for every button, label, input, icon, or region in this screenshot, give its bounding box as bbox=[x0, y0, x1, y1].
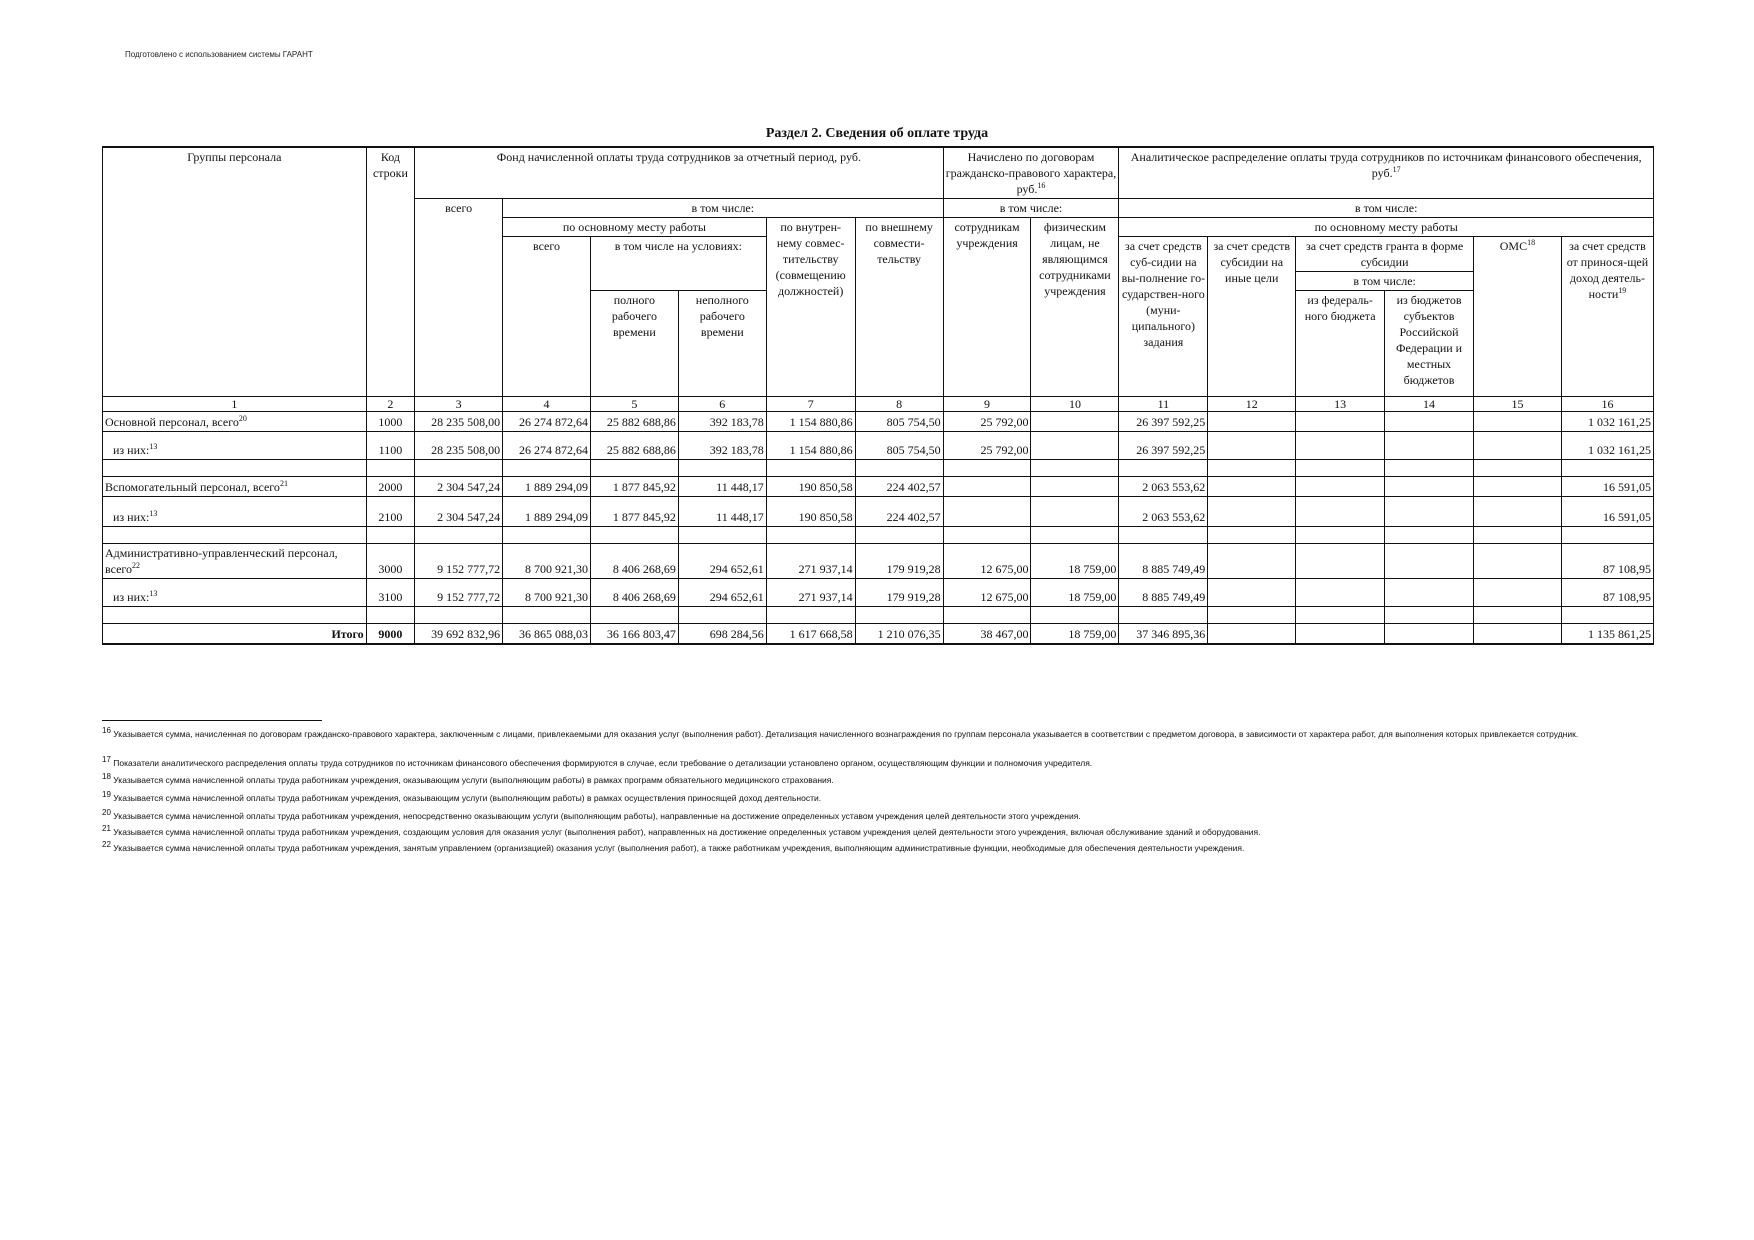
head-inner: по внутрен-нему совмес-тительству (совмещению должностей) bbox=[766, 218, 855, 397]
footnote-number: 17 bbox=[102, 755, 111, 765]
cell-value bbox=[1031, 412, 1119, 432]
total-code: 9000 bbox=[366, 624, 414, 644]
cell-value: 9 152 777,72 bbox=[415, 544, 503, 579]
footnote-text: Указывается сумма начисленной оплаты труда работникам учреждения, занятым управлением (организацией) оказания услуг (выполнения работ), а также работникам учреждения, выполняющим административные функции, необходимые для обеспечения деятельности учреждения. bbox=[113, 843, 1245, 853]
cell-value: 12 675,00 bbox=[943, 579, 1031, 607]
cell-value bbox=[1208, 544, 1296, 579]
empty-cell bbox=[1296, 460, 1385, 477]
cell-value bbox=[1474, 432, 1562, 460]
cell-value: 25 882 688,86 bbox=[590, 412, 678, 432]
empty-cell bbox=[366, 607, 414, 624]
section-title: Раздел 2. Сведения об оплате труда bbox=[765, 126, 989, 141]
table-row bbox=[103, 432, 1654, 460]
cell-value bbox=[1296, 579, 1385, 607]
cell-value: 16 591,05 bbox=[1561, 477, 1653, 497]
cell-value bbox=[1474, 497, 1562, 527]
empty-cell bbox=[103, 607, 367, 624]
head-part-time: неполного рабочего времени bbox=[678, 291, 766, 397]
total-row bbox=[103, 624, 1654, 644]
row-sublabel: из них:$^{13}$ bbox=[103, 579, 367, 607]
empty-cell bbox=[415, 527, 503, 544]
head-main-place-2: по основному месту работы bbox=[1119, 218, 1654, 237]
cell-value: 39 692 832,96 bbox=[415, 624, 503, 644]
cell-value: 2 304 547,24 bbox=[415, 477, 503, 497]
footnote bbox=[102, 792, 1662, 804]
row-label: Административно-управленческий персонал, всего$^{22}$ bbox=[103, 544, 367, 579]
head-subsidy-task: за счет средств суб-сидии на вы-полнение го-сударствен-ного (муни-ципального) задания bbox=[1119, 237, 1208, 397]
cell-value: 8 885 749,49 bbox=[1119, 579, 1208, 607]
head-to-persons: физическим лицам, не являющимся сотрудниками учреждения bbox=[1031, 218, 1119, 397]
cell-value: 392 183,78 bbox=[678, 432, 766, 460]
col-number: 5 bbox=[590, 397, 678, 412]
cell-value bbox=[1296, 412, 1385, 432]
head-civil-incl: в том числе: bbox=[943, 199, 1119, 218]
empty-cell bbox=[590, 607, 678, 624]
col-number: 10 bbox=[1031, 397, 1119, 412]
cell-value: 18 759,00 bbox=[1031, 544, 1119, 579]
empty-cell bbox=[943, 460, 1031, 477]
empty-cell bbox=[855, 460, 943, 477]
footnote bbox=[102, 728, 1662, 740]
cell-value bbox=[1385, 497, 1474, 527]
col-number: 16 bbox=[1561, 397, 1653, 412]
footnote-number: 20 bbox=[102, 808, 111, 818]
footnote bbox=[102, 842, 1662, 854]
empty-cell bbox=[103, 527, 367, 544]
footnote-number: 19 bbox=[102, 790, 111, 800]
table-row bbox=[103, 412, 1654, 432]
cell-value bbox=[1385, 544, 1474, 579]
head-main-total: всего bbox=[503, 237, 591, 397]
cell-value: 8 406 268,69 bbox=[590, 544, 678, 579]
cell-value bbox=[1385, 412, 1474, 432]
footnote-number: 18 bbox=[102, 772, 111, 782]
total-label: Итого bbox=[103, 624, 367, 644]
empty-cell bbox=[1208, 460, 1296, 477]
footnote bbox=[102, 757, 1662, 769]
empty-cell bbox=[415, 460, 503, 477]
spacer-row bbox=[103, 460, 1654, 477]
cell-value bbox=[1296, 432, 1385, 460]
empty-cell bbox=[1119, 527, 1208, 544]
empty-cell bbox=[503, 607, 591, 624]
cell-value: 36 166 803,47 bbox=[590, 624, 678, 644]
cell-value bbox=[1208, 412, 1296, 432]
cell-value bbox=[1031, 497, 1119, 527]
row-sublabel: из них:$^{13}$ bbox=[103, 497, 367, 527]
spacer-row bbox=[103, 607, 1654, 624]
cell-value: 698 284,56 bbox=[678, 624, 766, 644]
head-full-time: полного рабочего времени bbox=[590, 291, 678, 397]
col-number: 4 bbox=[503, 397, 591, 412]
cell-value: 805 754,50 bbox=[855, 412, 943, 432]
col-number: 7 bbox=[766, 397, 855, 412]
empty-cell bbox=[503, 527, 591, 544]
footnote bbox=[102, 810, 1662, 822]
head-outer: по внешнему совмести-тельству bbox=[855, 218, 943, 397]
empty-cell bbox=[1296, 527, 1385, 544]
table-row bbox=[103, 544, 1654, 579]
cell-value bbox=[1296, 497, 1385, 527]
cell-value bbox=[1208, 497, 1296, 527]
head-grant: за счет средств гранта в форме субсидии bbox=[1296, 237, 1474, 272]
cell-value bbox=[943, 477, 1031, 497]
cell-value: 25 882 688,86 bbox=[590, 432, 678, 460]
empty-cell bbox=[678, 527, 766, 544]
row-code: 1000 bbox=[366, 412, 414, 432]
footnote-text: Указывается сумма начисленной оплаты труда работникам учреждения, оказывающим услуги (выполняющим работы) в рамках осуществления приносящей доход деятельности. bbox=[113, 793, 822, 803]
cell-value bbox=[943, 497, 1031, 527]
head-regional: из бюджетов субъектов Российской Федерации и местных бюджетов bbox=[1385, 291, 1474, 397]
cell-value bbox=[1385, 432, 1474, 460]
column-numbers-row bbox=[103, 397, 1654, 412]
empty-cell bbox=[766, 607, 855, 624]
col-number: 8 bbox=[855, 397, 943, 412]
empty-cell bbox=[1561, 460, 1653, 477]
cell-value: 16 591,05 bbox=[1561, 497, 1653, 527]
cell-value bbox=[1474, 579, 1562, 607]
empty-cell bbox=[415, 607, 503, 624]
cell-value: 1 154 880,86 bbox=[766, 412, 855, 432]
cell-value: 1 210 076,35 bbox=[855, 624, 943, 644]
footnote-separator bbox=[102, 720, 322, 721]
cell-value: 8 885 749,49 bbox=[1119, 544, 1208, 579]
empty-cell bbox=[1208, 607, 1296, 624]
col-number: 14 bbox=[1385, 397, 1474, 412]
row-code: 2000 bbox=[366, 477, 414, 497]
cell-value bbox=[1031, 432, 1119, 460]
spacer-row bbox=[103, 527, 1654, 544]
table-row bbox=[103, 579, 1654, 607]
empty-cell bbox=[1474, 460, 1562, 477]
cell-value bbox=[1208, 624, 1296, 644]
empty-cell bbox=[1031, 527, 1119, 544]
empty-cell bbox=[1561, 607, 1653, 624]
row-label: Вспомогательный персонал, всего$^{21}$ bbox=[103, 477, 367, 497]
cell-value: 271 937,14 bbox=[766, 579, 855, 607]
cell-value: 8 406 268,69 bbox=[590, 579, 678, 607]
row-sublabel: из них:$^{13}$ bbox=[103, 432, 367, 460]
cell-value: 2 063 553,62 bbox=[1119, 497, 1208, 527]
cell-value: 224 402,57 bbox=[855, 497, 943, 527]
head-code: Код строки bbox=[366, 147, 414, 397]
cell-value: 28 235 508,00 bbox=[415, 432, 503, 460]
footnote-text: Показатели аналитического распределения оплаты труда сотрудников по источникам финансового обеспечения формируются в случае, если требование о детализации установлено органом, осуществляющим функции и полномочия учредителя. bbox=[113, 758, 1093, 768]
cell-value: 1 889 294,09 bbox=[503, 477, 591, 497]
cell-value: 26 397 592,25 bbox=[1119, 432, 1208, 460]
cell-value: 18 759,00 bbox=[1031, 624, 1119, 644]
cell-value: 18 759,00 bbox=[1031, 579, 1119, 607]
empty-cell bbox=[943, 527, 1031, 544]
cell-value: 1 889 294,09 bbox=[503, 497, 591, 527]
row-code: 1100 bbox=[366, 432, 414, 460]
footnote-text: Указывается сумма, начисленная по договорам гражданско-правового характера, заключенным с лицами, привлекаемыми для оказания услуг (выполнения работ). Детализация начисленного вознаграждения по группам персонала указывается в соответствии с предметом договора, в зависимости от характера работ, для выполнения которых привлекается сотрудник. bbox=[113, 729, 1579, 739]
table-row bbox=[103, 477, 1654, 497]
empty-cell bbox=[1208, 527, 1296, 544]
cell-value: 190 850,58 bbox=[766, 497, 855, 527]
cell-value bbox=[1208, 477, 1296, 497]
head-civil: Начислено по договорам гражданско-правового характера, руб.$^{16}$ bbox=[943, 147, 1119, 199]
row-code: 3000 bbox=[366, 544, 414, 579]
cell-value: 26 274 872,64 bbox=[503, 432, 591, 460]
empty-cell bbox=[503, 460, 591, 477]
cell-value: 26 397 592,25 bbox=[1119, 412, 1208, 432]
head-fund-incl: в том числе: bbox=[503, 199, 944, 218]
footnote bbox=[102, 826, 1662, 838]
head-analytic-incl: в том числе: bbox=[1119, 199, 1654, 218]
cell-value: 26 274 872,64 bbox=[503, 412, 591, 432]
head-fund-total: всего bbox=[415, 199, 503, 397]
cell-value: 11 448,17 bbox=[678, 497, 766, 527]
row-code: 2100 bbox=[366, 497, 414, 527]
empty-cell bbox=[766, 460, 855, 477]
empty-cell bbox=[103, 460, 367, 477]
cell-value bbox=[1296, 624, 1385, 644]
table-row bbox=[103, 497, 1654, 527]
head-oms: ОМС$^{18}$ bbox=[1474, 237, 1562, 397]
head-income: за счет средств от принося-щей доход деятель-ности$^{19}$ bbox=[1561, 237, 1653, 397]
empty-cell bbox=[678, 607, 766, 624]
cell-value: 1 032 161,25 bbox=[1561, 412, 1653, 432]
empty-cell bbox=[366, 460, 414, 477]
garant-header-note: Подготовлено с использованием системы ГАРАНТ bbox=[125, 50, 313, 59]
cell-value: 224 402,57 bbox=[855, 477, 943, 497]
col-number: 15 bbox=[1474, 397, 1562, 412]
cell-value bbox=[1385, 624, 1474, 644]
cell-value: 87 108,95 bbox=[1561, 544, 1653, 579]
row-code: 3100 bbox=[366, 579, 414, 607]
col-number: 13 bbox=[1296, 397, 1385, 412]
cell-value bbox=[1296, 544, 1385, 579]
footnote-text: Указывается сумма начисленной оплаты труда работникам учреждения, создающим условия для оказания услуг (выполнения работ), направленных на достижение определенных уставом учреждения целей деятельности этого учреждения, включая обслуживание зданий и оборудования. bbox=[113, 827, 1261, 837]
head-subsidy-other: за счет средств субсидии на иные цели bbox=[1208, 237, 1296, 397]
cell-value bbox=[1474, 544, 1562, 579]
cell-value: 37 346 895,36 bbox=[1119, 624, 1208, 644]
cell-value: 2 304 547,24 bbox=[415, 497, 503, 527]
cell-value: 25 792,00 bbox=[943, 432, 1031, 460]
cell-value: 271 937,14 bbox=[766, 544, 855, 579]
cell-value: 179 919,28 bbox=[855, 544, 943, 579]
cell-value: 1 154 880,86 bbox=[766, 432, 855, 460]
head-to-staff: сотрудникам учреждения bbox=[943, 218, 1031, 397]
cell-value: 25 792,00 bbox=[943, 412, 1031, 432]
empty-cell bbox=[766, 527, 855, 544]
empty-cell bbox=[1296, 607, 1385, 624]
empty-cell bbox=[1385, 460, 1474, 477]
cell-value: 28 235 508,00 bbox=[415, 412, 503, 432]
cell-value: 38 467,00 bbox=[943, 624, 1031, 644]
head-federal: из федераль-ного бюджета bbox=[1296, 291, 1385, 397]
cell-value: 1 135 861,25 bbox=[1561, 624, 1653, 644]
empty-cell bbox=[1385, 527, 1474, 544]
cell-value: 294 652,61 bbox=[678, 544, 766, 579]
cell-value bbox=[1296, 477, 1385, 497]
cell-value: 805 754,50 bbox=[855, 432, 943, 460]
cell-value: 179 919,28 bbox=[855, 579, 943, 607]
head-analytic: Аналитическое распределение оплаты труда сотрудников по источникам финансового обеспечения, руб.$^{17}$ bbox=[1119, 147, 1654, 199]
cell-value: 294 652,61 bbox=[678, 579, 766, 607]
cell-value: 1 877 845,92 bbox=[590, 497, 678, 527]
cell-value: 36 865 088,03 bbox=[503, 624, 591, 644]
footnote bbox=[102, 774, 1662, 786]
empty-cell bbox=[590, 527, 678, 544]
salary-table bbox=[102, 146, 1654, 645]
cell-value: 8 700 921,30 bbox=[503, 579, 591, 607]
empty-cell bbox=[1119, 607, 1208, 624]
footnote-number: 22 bbox=[102, 840, 111, 850]
cell-value: 190 850,58 bbox=[766, 477, 855, 497]
footnote-text: Указывается сумма начисленной оплаты труда работникам учреждения, непосредственно оказывающим услуги (выполняющим работы), направленные на достижение определенных уставом учреждения целей деятельности этого учреждения. bbox=[113, 811, 1081, 821]
head-fund: Фонд начисленной оплаты труда сотрудников за отчетный период, руб. bbox=[415, 147, 943, 199]
head-groups: Группы персонала bbox=[103, 147, 367, 397]
empty-cell bbox=[943, 607, 1031, 624]
row-label: Основной персонал, всего$^{20}$ bbox=[103, 412, 367, 432]
empty-cell bbox=[1119, 460, 1208, 477]
col-number: 3 bbox=[415, 397, 503, 412]
cell-value: 8 700 921,30 bbox=[503, 544, 591, 579]
footnote-number: 21 bbox=[102, 824, 111, 834]
cell-value bbox=[1208, 432, 1296, 460]
cell-value bbox=[1474, 477, 1562, 497]
footnote-number: 16 bbox=[102, 726, 111, 736]
cell-value bbox=[1385, 477, 1474, 497]
empty-cell bbox=[855, 607, 943, 624]
table-body bbox=[103, 412, 1654, 624]
footnote-text: Указывается сумма начисленной оплаты труда работникам учреждения, оказывающим услуги (выполняющим работы) в рамках программ обязательного медицинского страхования. bbox=[113, 775, 834, 785]
col-number: 1 bbox=[103, 397, 367, 412]
cell-value bbox=[1031, 477, 1119, 497]
cell-value: 2 063 553,62 bbox=[1119, 477, 1208, 497]
cell-value: 87 108,95 bbox=[1561, 579, 1653, 607]
empty-cell bbox=[1561, 527, 1653, 544]
col-number: 12 bbox=[1208, 397, 1296, 412]
empty-cell bbox=[1474, 607, 1562, 624]
cell-value: 11 448,17 bbox=[678, 477, 766, 497]
head-conditions: в том числе на условиях: bbox=[590, 237, 766, 291]
cell-value: 9 152 777,72 bbox=[415, 579, 503, 607]
col-number: 2 bbox=[366, 397, 414, 412]
col-number: 11 bbox=[1119, 397, 1208, 412]
cell-value: 1 032 161,25 bbox=[1561, 432, 1653, 460]
empty-cell bbox=[1385, 607, 1474, 624]
cell-value bbox=[1474, 624, 1562, 644]
empty-cell bbox=[366, 527, 414, 544]
cell-value: 12 675,00 bbox=[943, 544, 1031, 579]
cell-value: 392 183,78 bbox=[678, 412, 766, 432]
head-main-place: по основному месту работы bbox=[503, 218, 767, 237]
cell-value bbox=[1385, 579, 1474, 607]
head-grant-incl: в том числе: bbox=[1296, 272, 1474, 291]
cell-value bbox=[1208, 579, 1296, 607]
empty-cell bbox=[855, 527, 943, 544]
empty-cell bbox=[1474, 527, 1562, 544]
empty-cell bbox=[1031, 607, 1119, 624]
cell-value: 1 617 668,58 bbox=[766, 624, 855, 644]
cell-value: 1 877 845,92 bbox=[590, 477, 678, 497]
empty-cell bbox=[1031, 460, 1119, 477]
empty-cell bbox=[678, 460, 766, 477]
col-number: 9 bbox=[943, 397, 1031, 412]
col-number: 6 bbox=[678, 397, 766, 412]
cell-value bbox=[1474, 412, 1562, 432]
empty-cell bbox=[590, 460, 678, 477]
